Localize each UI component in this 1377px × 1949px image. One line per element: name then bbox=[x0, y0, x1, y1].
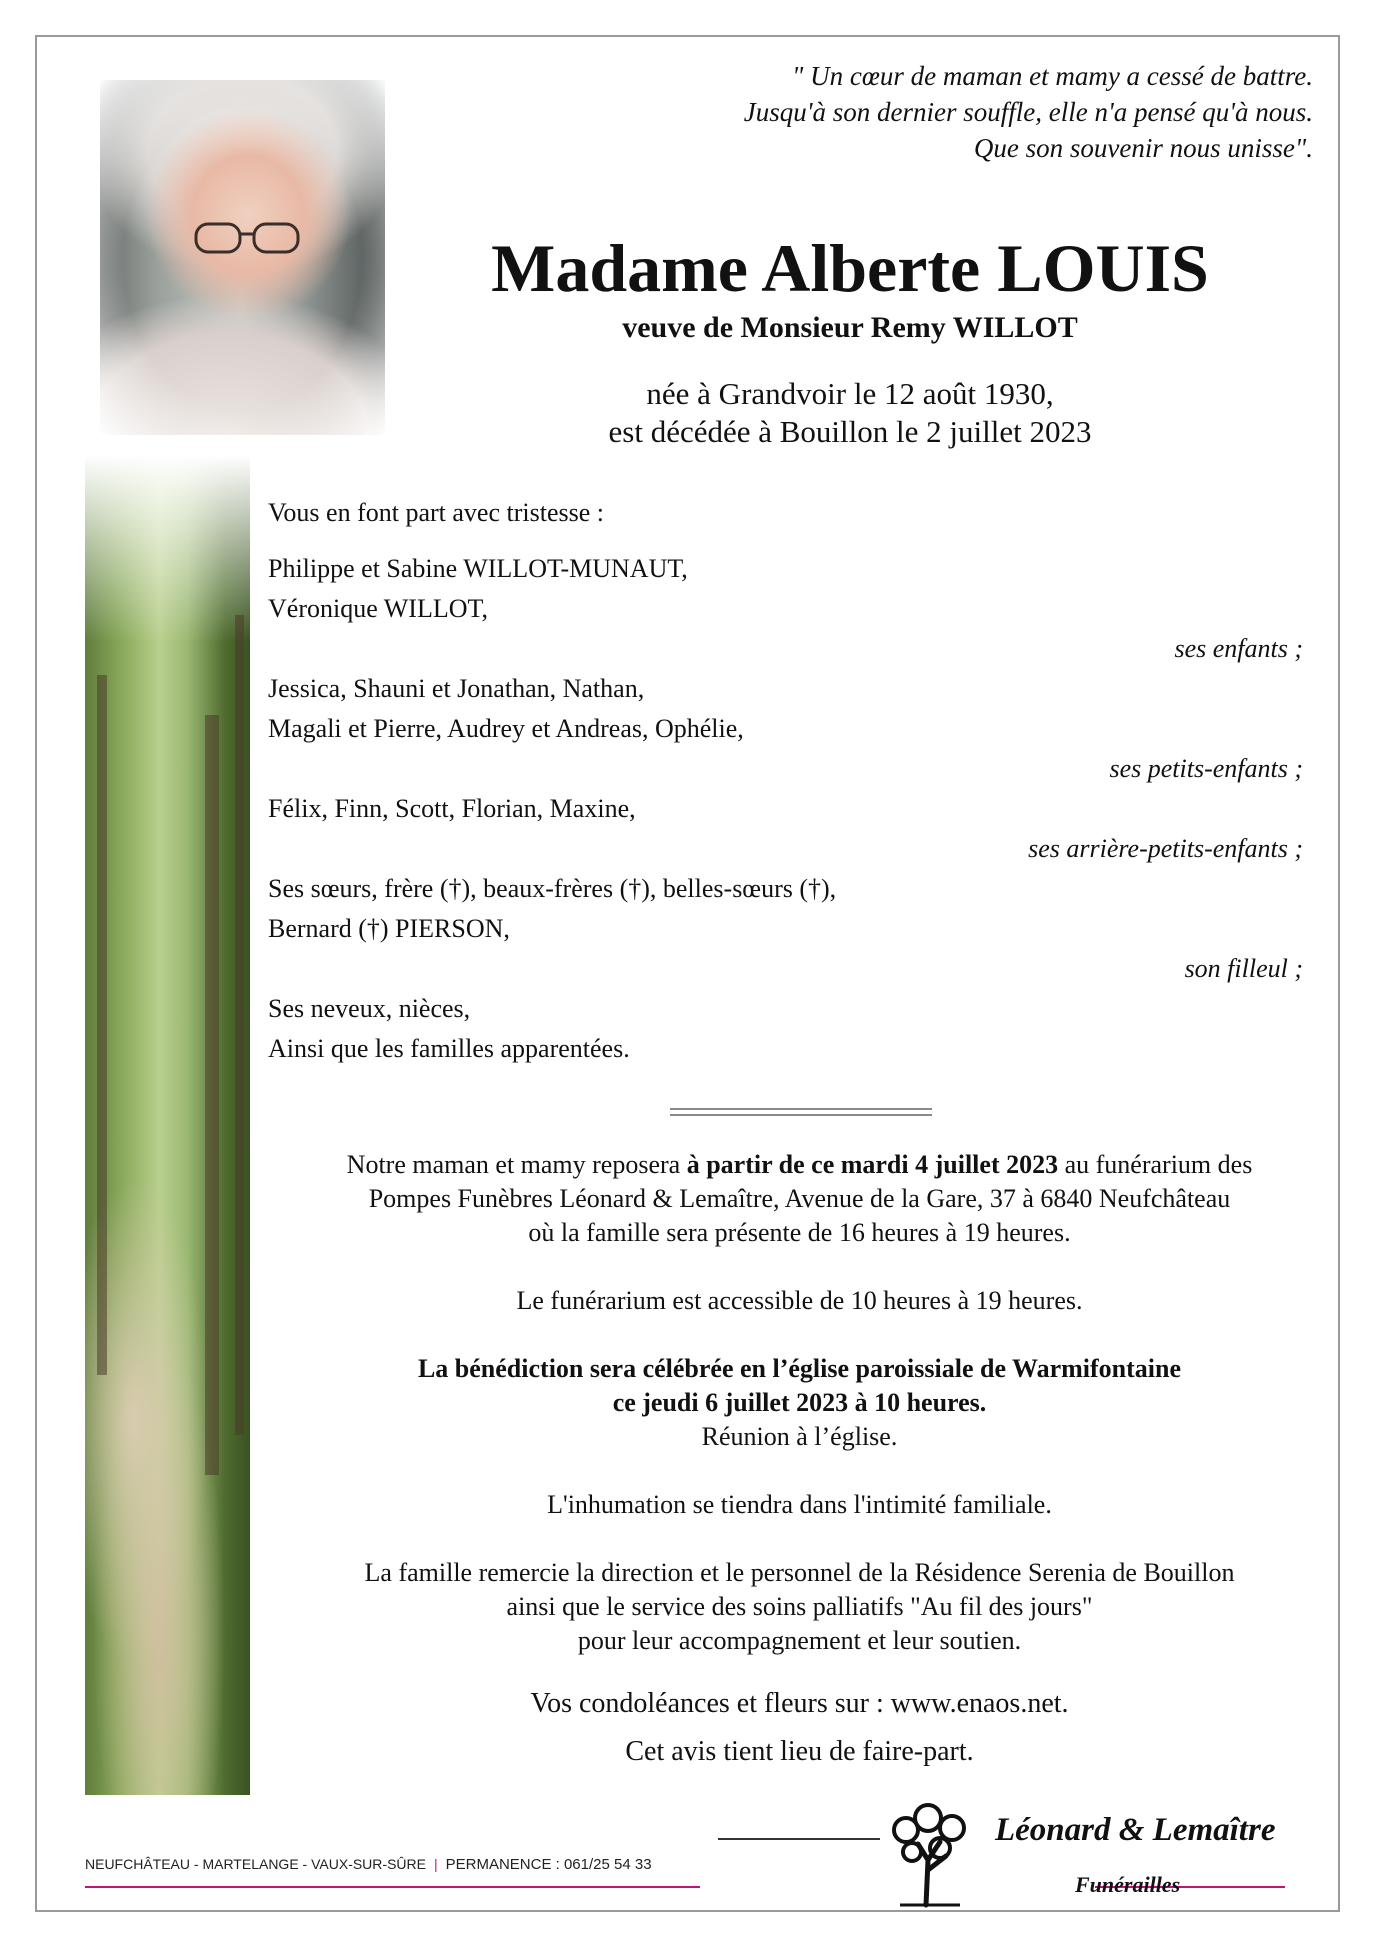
family-line: Ses sœurs, frère (†), beaux-frères (†), belles-sœurs (†), bbox=[268, 874, 837, 903]
brand-name: Léonard & Lemaître bbox=[995, 1812, 1276, 1848]
birth-death-block bbox=[400, 375, 1300, 451]
quote-line: " Un cœur de maman et mamy a cessé de battre. bbox=[792, 61, 1313, 91]
section-divider bbox=[670, 1108, 932, 1116]
family-role: ses enfants ; bbox=[1174, 634, 1303, 663]
access-hours: Le funérarium est accessible de 10 heures à 19 heures. bbox=[516, 1286, 1083, 1315]
family-line: Philippe et Sabine WILLOT-MUNAUT, bbox=[268, 554, 688, 583]
death-line: est décédée à Bouillon le 2 juillet 2023 bbox=[608, 414, 1092, 449]
brand-subtitle: Funérailles bbox=[1075, 1872, 1181, 1897]
meeting-line: Réunion à l’église. bbox=[701, 1422, 898, 1451]
tree-logo-icon bbox=[880, 1800, 980, 1910]
quote-line: Que son souvenir nous unisse". bbox=[973, 133, 1313, 163]
blessing-line: La bénédiction sera célébrée en l’église paroissiale de Warmifontaine bbox=[417, 1354, 1182, 1383]
family-line: Félix, Finn, Scott, Florian, Maxine, bbox=[268, 794, 636, 823]
forest-path-photo bbox=[85, 455, 250, 1795]
birth-line: née à Grandvoir le 12 août 1930, bbox=[646, 376, 1054, 411]
opening-quote bbox=[613, 58, 1313, 166]
footer-contact bbox=[85, 1856, 652, 1873]
blessing-info bbox=[262, 1352, 1337, 1454]
family-line: Véronique WILLOT, bbox=[268, 594, 488, 623]
quote-line: Jusqu'à son dernier souffle, elle n'a pensé qu'à nous. bbox=[743, 97, 1313, 127]
portrait-photo bbox=[100, 80, 385, 435]
family-line: Jessica, Shauni et Jonathan, Nathan, bbox=[268, 674, 645, 703]
family-role: son filleul ; bbox=[1184, 954, 1303, 983]
family-intro: Vous en font part avec tristesse : bbox=[268, 498, 604, 527]
burial-line: L'inhumation se tiendra dans l'intimité familiale. bbox=[547, 1490, 1052, 1519]
rest-info bbox=[262, 1148, 1337, 1250]
family-role: ses arrière-petits-enfants ; bbox=[1028, 834, 1303, 863]
deceased-name: Madame Alberte LOUIS bbox=[491, 230, 1209, 306]
spouse-line: veuve de Monsieur Remy WILLOT bbox=[622, 311, 1078, 344]
family-line: Ses neveux, nièces, bbox=[268, 994, 471, 1023]
blessing-line: ce jeudi 6 juillet 2023 à 10 heures. bbox=[612, 1388, 987, 1417]
thanks-block bbox=[262, 1556, 1337, 1658]
rest-text: au funérarium des bbox=[1058, 1150, 1253, 1179]
rest-address: Pompes Funèbres Léonard & Lemaître, Avenue de la Gare, 37 à 6840 Neufchâteau bbox=[368, 1184, 1231, 1213]
rest-date: à partir de ce mardi 4 juillet 2023 bbox=[686, 1150, 1059, 1179]
glasses-shape bbox=[192, 218, 302, 258]
thanks-line: ainsi que le service des soins palliatifs "Au fil des jours" bbox=[506, 1592, 1093, 1621]
family-line: Ainsi que les familles apparentées. bbox=[268, 1034, 630, 1063]
footer-separator: | bbox=[433, 1856, 438, 1872]
family-line: Magali et Pierre, Audrey et Andreas, Ophélie, bbox=[268, 714, 744, 743]
family-line: Bernard (†) PIERSON, bbox=[268, 914, 510, 943]
footer-accent-line bbox=[85, 1886, 700, 1888]
notice-line: Cet avis tient lieu de faire-part. bbox=[625, 1736, 974, 1767]
family-role: ses petits-enfants ; bbox=[1109, 754, 1303, 783]
thanks-line: pour leur accompagnement et leur soutien. bbox=[577, 1626, 1022, 1655]
footer-locations: NEUFCHÂTEAU - MARTELANGE - VAUX-SUR-SÛRE bbox=[85, 1856, 426, 1872]
thanks-line: La famille remercie la direction et le personnel de la Résidence Serenia de Bouillon bbox=[364, 1558, 1235, 1587]
rest-text: Notre maman et mamy reposera bbox=[346, 1150, 687, 1179]
condolences-line: Vos condoléances et fleurs sur : www.enaos.net. bbox=[530, 1688, 1069, 1719]
funeral-announcement bbox=[262, 1148, 1337, 1772]
rest-hours: où la famille sera présente de 16 heures à 19 heures. bbox=[528, 1218, 1071, 1247]
logo-rule bbox=[718, 1838, 880, 1840]
footer-permanence: PERMANENCE : 061/25 54 33 bbox=[445, 1856, 652, 1873]
